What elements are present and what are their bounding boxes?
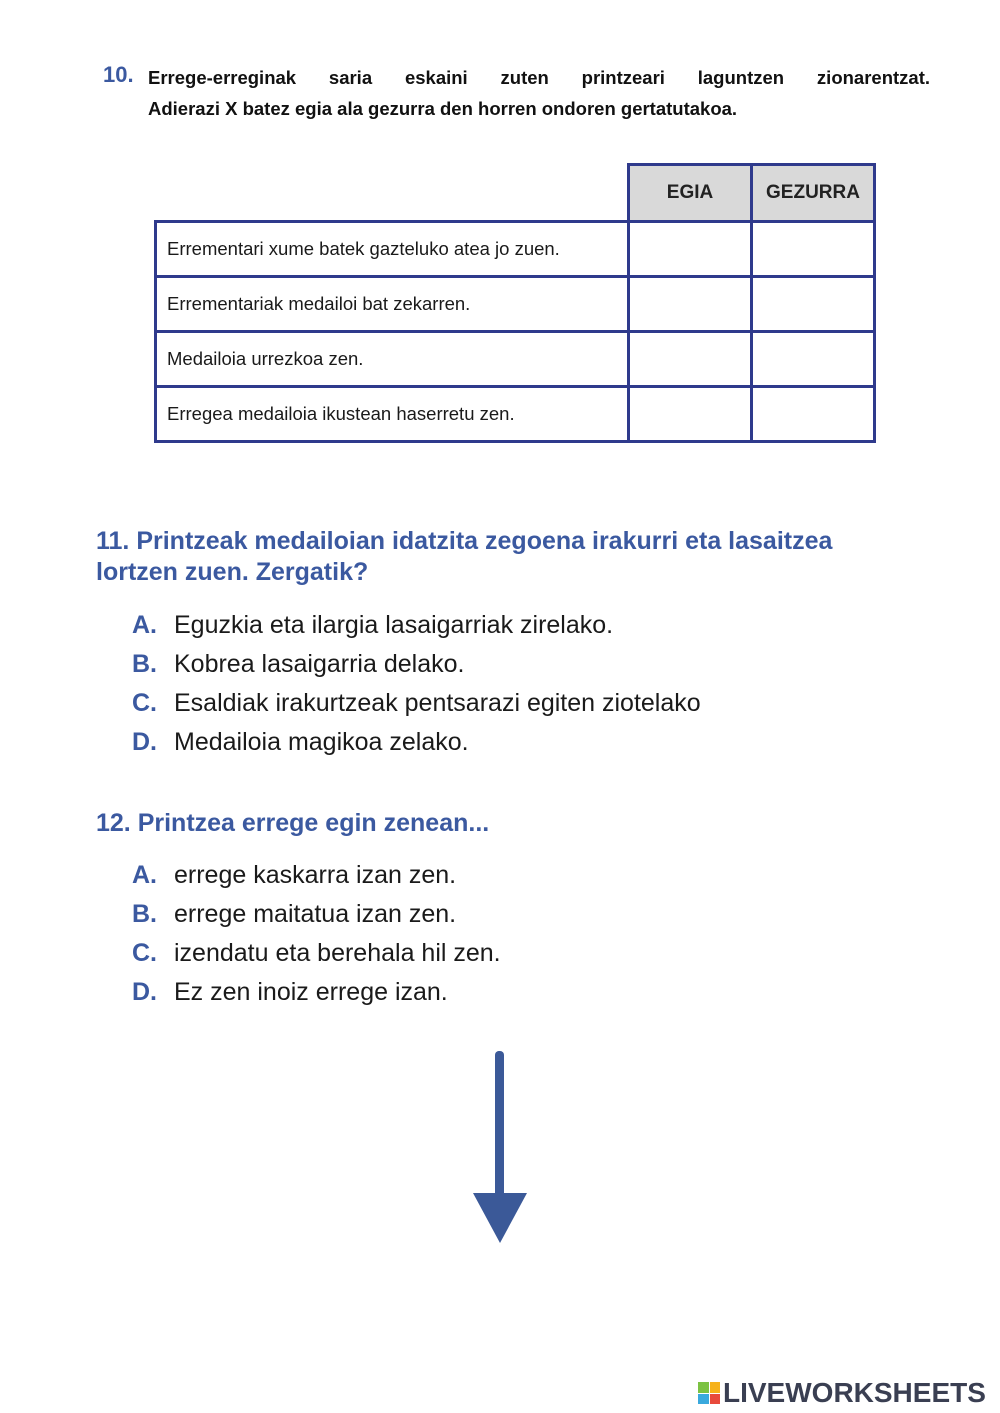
table-header-row <box>156 165 875 222</box>
answer-box-gezurra-2[interactable] <box>752 276 875 331</box>
q12-option-d[interactable] <box>132 977 448 1007</box>
option-text: errege kaskarra izan zen. <box>174 861 457 889</box>
answer-box-gezurra-1[interactable] <box>752 221 875 276</box>
table-row <box>156 386 875 441</box>
option-text: Medailoia magikoa zelako. <box>174 728 469 756</box>
header-egia: EGIA <box>629 165 752 222</box>
option-letter: B. <box>132 650 157 678</box>
option-text: Ez zen inoiz errege izan. <box>174 978 448 1006</box>
table-row <box>156 221 875 276</box>
option-letter: C. <box>132 689 157 717</box>
option-letter: D. <box>132 728 157 756</box>
true-false-table <box>154 163 876 443</box>
option-text: Eguzkia eta ilargia lasaigarriak zirelako. <box>174 611 614 639</box>
table-row <box>156 331 875 386</box>
option-letter: A. <box>132 861 157 889</box>
statement-4: Erregea medailoia ikustean haserretu zen. <box>156 386 629 441</box>
option-text: izendatu eta berehala hil zen. <box>174 939 501 967</box>
header-gezurra: GEZURRA <box>752 165 875 222</box>
option-text: errege maitatua izan zen. <box>174 900 457 928</box>
q11-option-c[interactable] <box>132 688 701 718</box>
q12-option-b[interactable] <box>132 899 456 929</box>
option-letter: B. <box>132 900 157 928</box>
answer-box-egia-4[interactable] <box>629 386 752 441</box>
liveworksheets-brand <box>698 1378 986 1408</box>
answer-box-egia-3[interactable] <box>629 331 752 386</box>
table-row <box>156 276 875 331</box>
q11-option-d[interactable] <box>132 727 469 757</box>
question-10-line-1: Errege-erreginak saria eskaini zuten printzeari laguntzen zionarentzat. <box>148 67 930 88</box>
option-text: Kobrea lasaigarria delako. <box>174 650 465 678</box>
option-letter: A. <box>132 611 157 639</box>
question-10-line-2: Adierazi X batez egia ala gezurra den horren ondoren gertatutakoa. <box>148 98 738 119</box>
statement-3: Medailoia urrezkoa zen. <box>156 331 629 386</box>
question-10-number: 10. <box>103 62 134 87</box>
option-letter: D. <box>132 978 157 1006</box>
table-corner <box>156 165 629 222</box>
statement-1: Errementari xume batek gazteluko atea jo zuen. <box>156 221 629 276</box>
q11-option-b[interactable] <box>132 649 464 679</box>
down-arrow-icon <box>470 1045 530 1250</box>
answer-box-egia-1[interactable] <box>629 221 752 276</box>
answer-box-egia-2[interactable] <box>629 276 752 331</box>
statement-2: Errementariak medailoi bat zekarren. <box>156 276 629 331</box>
q11-option-a[interactable] <box>132 610 613 640</box>
q12-option-c[interactable] <box>132 938 501 968</box>
q12-option-a[interactable] <box>132 860 456 890</box>
question-10-text <box>148 62 930 124</box>
answer-box-gezurra-3[interactable] <box>752 331 875 386</box>
option-letter: C. <box>132 939 157 967</box>
question-11-text: 11. Printzeak medailoian idatzita zegoena irakurri eta lasaitzea lortzen zuen. Zergatik? <box>96 527 833 586</box>
option-text: Esaldiak irakurtzeak pentsarazi egiten ziotelako <box>174 689 701 717</box>
answer-box-gezurra-4[interactable] <box>752 386 875 441</box>
brand-text: LIVEWORKSHEETS <box>723 1377 986 1408</box>
liveworksheets-logo-icon <box>698 1382 720 1404</box>
question-12-text: 12. Printzea errege egin zenean... <box>96 809 490 837</box>
